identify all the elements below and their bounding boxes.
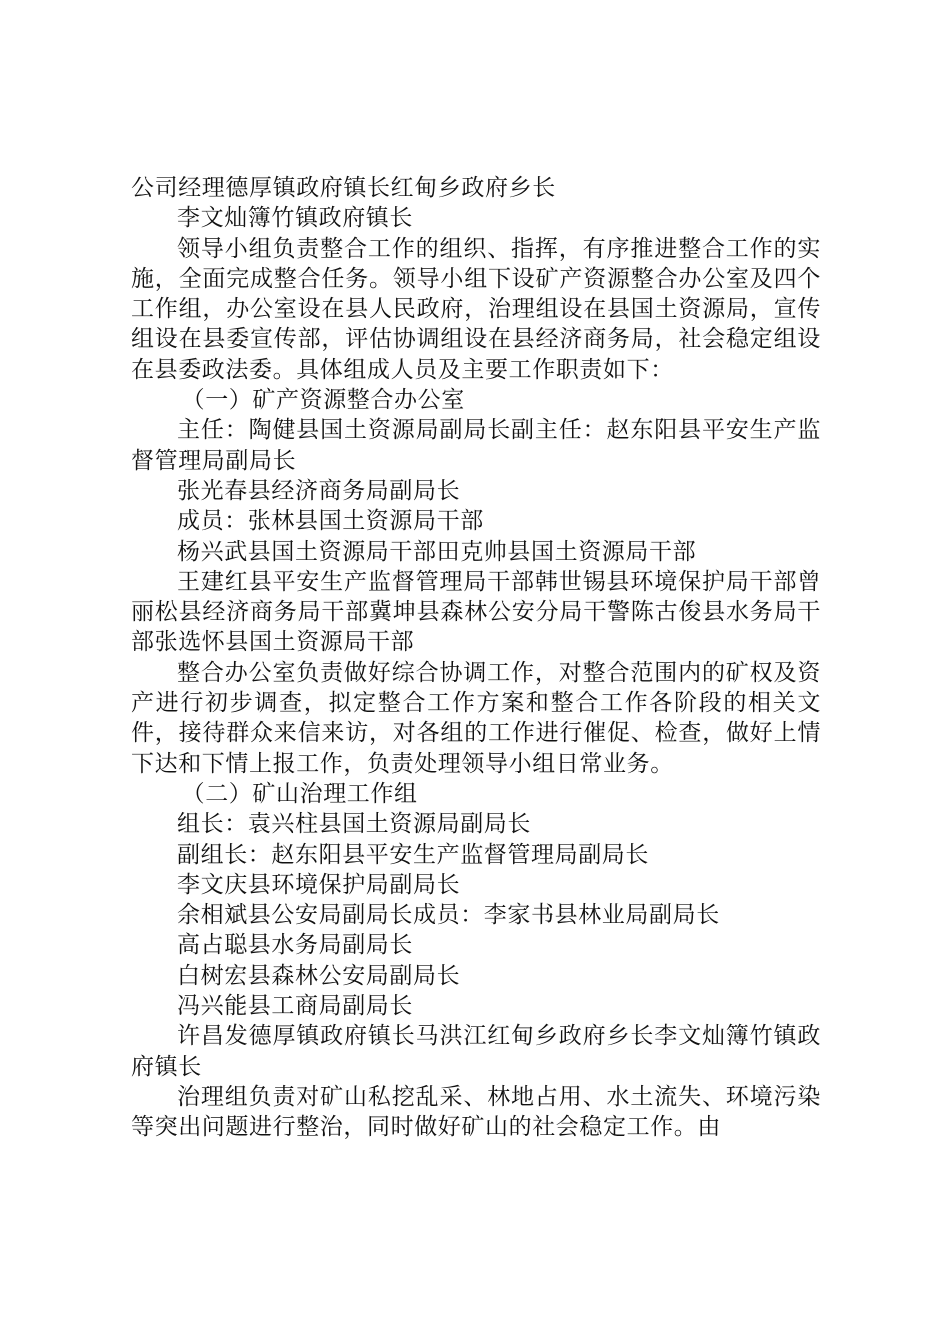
paragraph-10: 整合办公室负责做好综合协调工作，对整合范围内的矿权及资产进行初步调查，拟定整合工作方案和整合工作各阶段的相关文件，接待群众来信来访，对各组的工作进行催促、检查，做好上情下达和下情上报工作，负责处理领导小组日常业务。 <box>131 659 821 777</box>
section-heading-1: （一）矿产资源整合办公室 <box>181 387 465 414</box>
paragraph-15: 余相斌县公安局副局长成员：李家书县林业局副局长 <box>177 902 720 929</box>
paragraph-5: 主任：陶健县国土资源局副局长副主任：赵东阳县平安生产监督管理局副局长 <box>131 417 821 474</box>
paragraph-6: 张光春县经济商务局副局长 <box>177 477 461 504</box>
paragraph-16: 高占聪县水务局副局长 <box>177 932 413 959</box>
paragraph-2: 李文灿簿竹镇政府镇长 <box>177 205 413 232</box>
paragraph-19: 许昌发德厚镇政府镇长马洪江红甸乡政府乡长李文灿簿竹镇政府镇长 <box>131 1023 821 1080</box>
section-heading-2: （二）矿山治理工作组 <box>181 780 418 807</box>
paragraph-13: 副组长：赵东阳县平安生产监督管理局副局长 <box>177 841 649 868</box>
paragraph-7: 成员：张林县国土资源局干部 <box>177 508 484 535</box>
paragraph-12: 组长：袁兴柱县国土资源局副局长 <box>177 811 531 838</box>
paragraph-1: 公司经理德厚镇政府镇长红甸乡政府乡长 <box>131 175 556 201</box>
paragraph-18: 冯兴能县工商局副局长 <box>177 993 413 1020</box>
paragraph-14: 李文庆县环境保护局副局长 <box>177 871 461 898</box>
paragraph-20: 治理组负责对矿山私挖乱采、林地占用、水土流失、环境污染等突出问题进行整治，同时做好矿山的社会稳定工作。由 <box>131 1083 821 1141</box>
paragraph-17: 白树宏县森林公安局副局长 <box>177 962 461 989</box>
paragraph-9: 王建红县平安生产监督管理局干部韩世锡县环境保护局干部曾丽松县经济商务局干部冀坤县森林公安分局干警陈古俊县水务局干部张选怀县国土资源局干部 <box>131 568 821 656</box>
document-body <box>131 173 821 1143</box>
paragraph-3: 领导小组负责整合工作的组织、指挥，有序推进整合工作的实施，全面完成整合任务。领导小组下设矿产资源整合办公室及四个工作组，办公室设在县人民政府，治理组设在县国土资源局，宣传组设在县委宣传部，评估协调组设在县经济商务局，社会稳定组设在县委政法委。具体组成人员及主要工作职责如下： <box>131 235 821 383</box>
paragraph-8: 杨兴武县国土资源局干部田克帅县国土资源局干部 <box>177 538 697 565</box>
